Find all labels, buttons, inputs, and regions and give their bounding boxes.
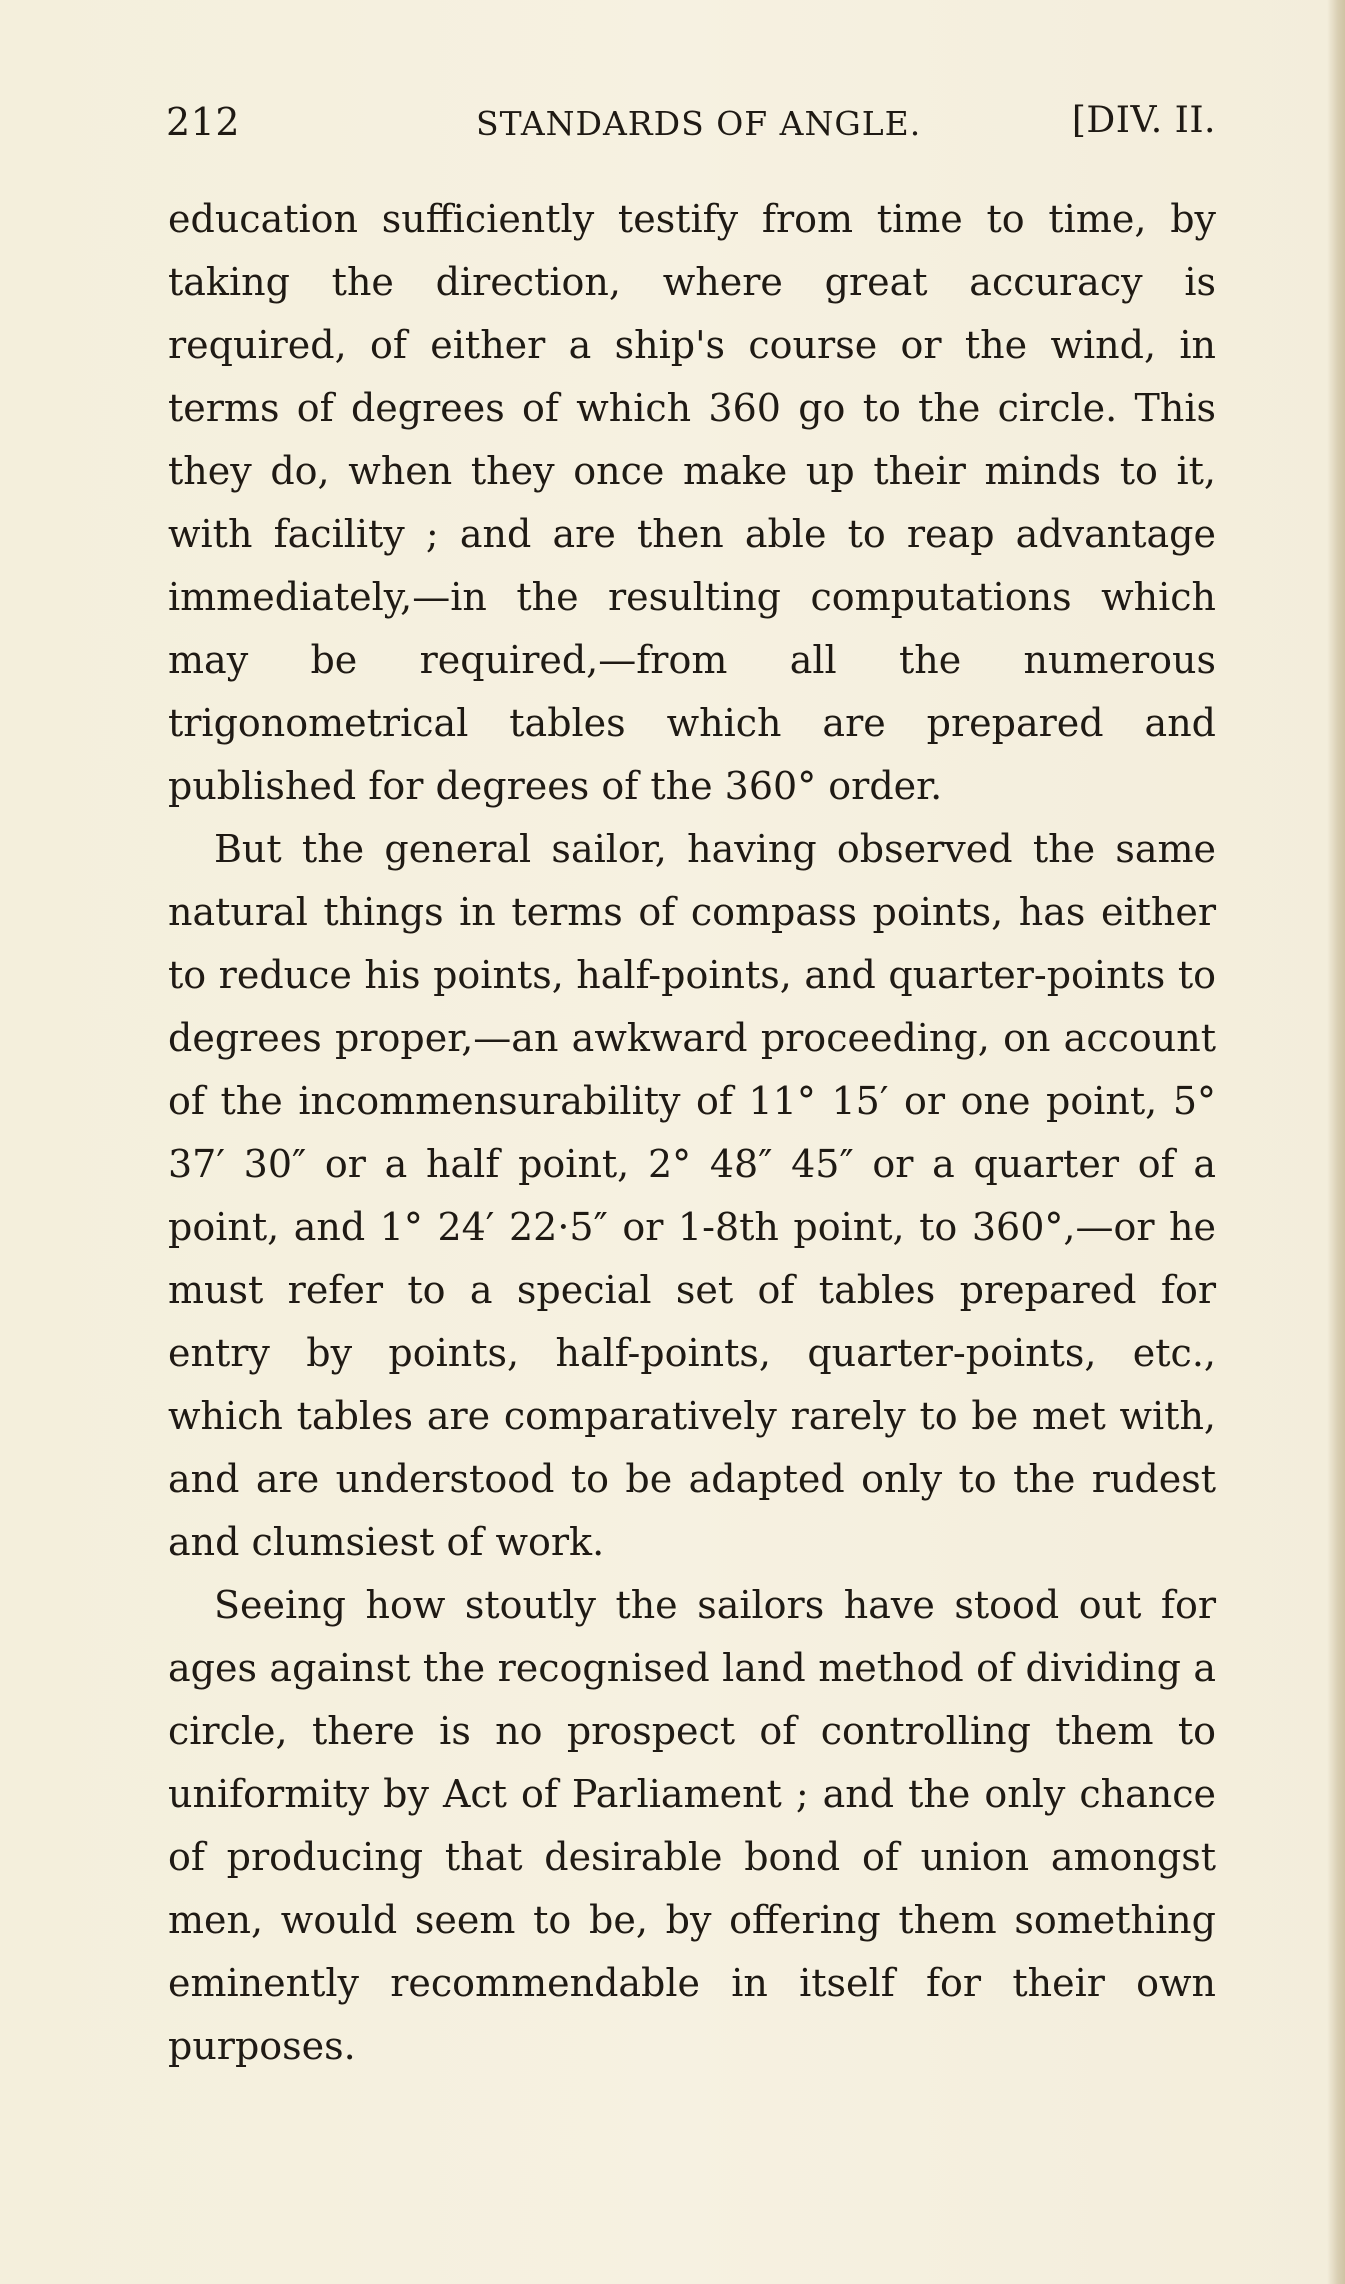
paragraph-3: Seeing how stoutly the sailors have stood out for ages against the recognised land method of dividing a circle, there is no prospect of controlling them to uniformity by Act of Parliament ; and the only chance of producing that desirable bond of union amongst men, would seem to be, by offering them something eminently recommendable in itself for their own purposes. <box>168 1583 1216 2068</box>
page-edge-shadow <box>1327 0 1345 2284</box>
running-title: STANDARDS OF ANGLE. <box>476 104 922 143</box>
page-header <box>166 100 1216 160</box>
page-number: 212 <box>166 100 241 144</box>
paragraph-1: education sufficiently testify from time to time, by taking the direction, where great accuracy is required, of either a ship's course or the wind, in terms of degrees of which 360 go to the circle. This they do, when they once make up their minds to it, with facility ; and are then able to reap advantage immediately,—in the resulting computations which may be required,—from all the numerous trigonometrical tables which are prepared and published for degrees of the 360° order. <box>168 197 1216 808</box>
division-label: [DIV. II. <box>1071 100 1216 141</box>
paragraph-2: But the general sailor, having observed the same natural things in terms of compass points, has either to reduce his points, half-points, and quarter-points to degrees proper,—an awkward proceeding, on account of the incommensurability of 11° 15′ or one point, 5° 37′ 30″ or a half point, 2° 48″ 45″ or a quarter of a point, and 1° 24′ 22·5″ or 1-8th point, to 360°,—or he must refer to a special set of tables prepared for entry by points, half-points, quarter-points, etc., which tables are comparatively rarely to be met with, and are understood to be adapted only to the rudest and clumsiest of work. <box>168 827 1216 1564</box>
body-text <box>168 188 1216 2078</box>
